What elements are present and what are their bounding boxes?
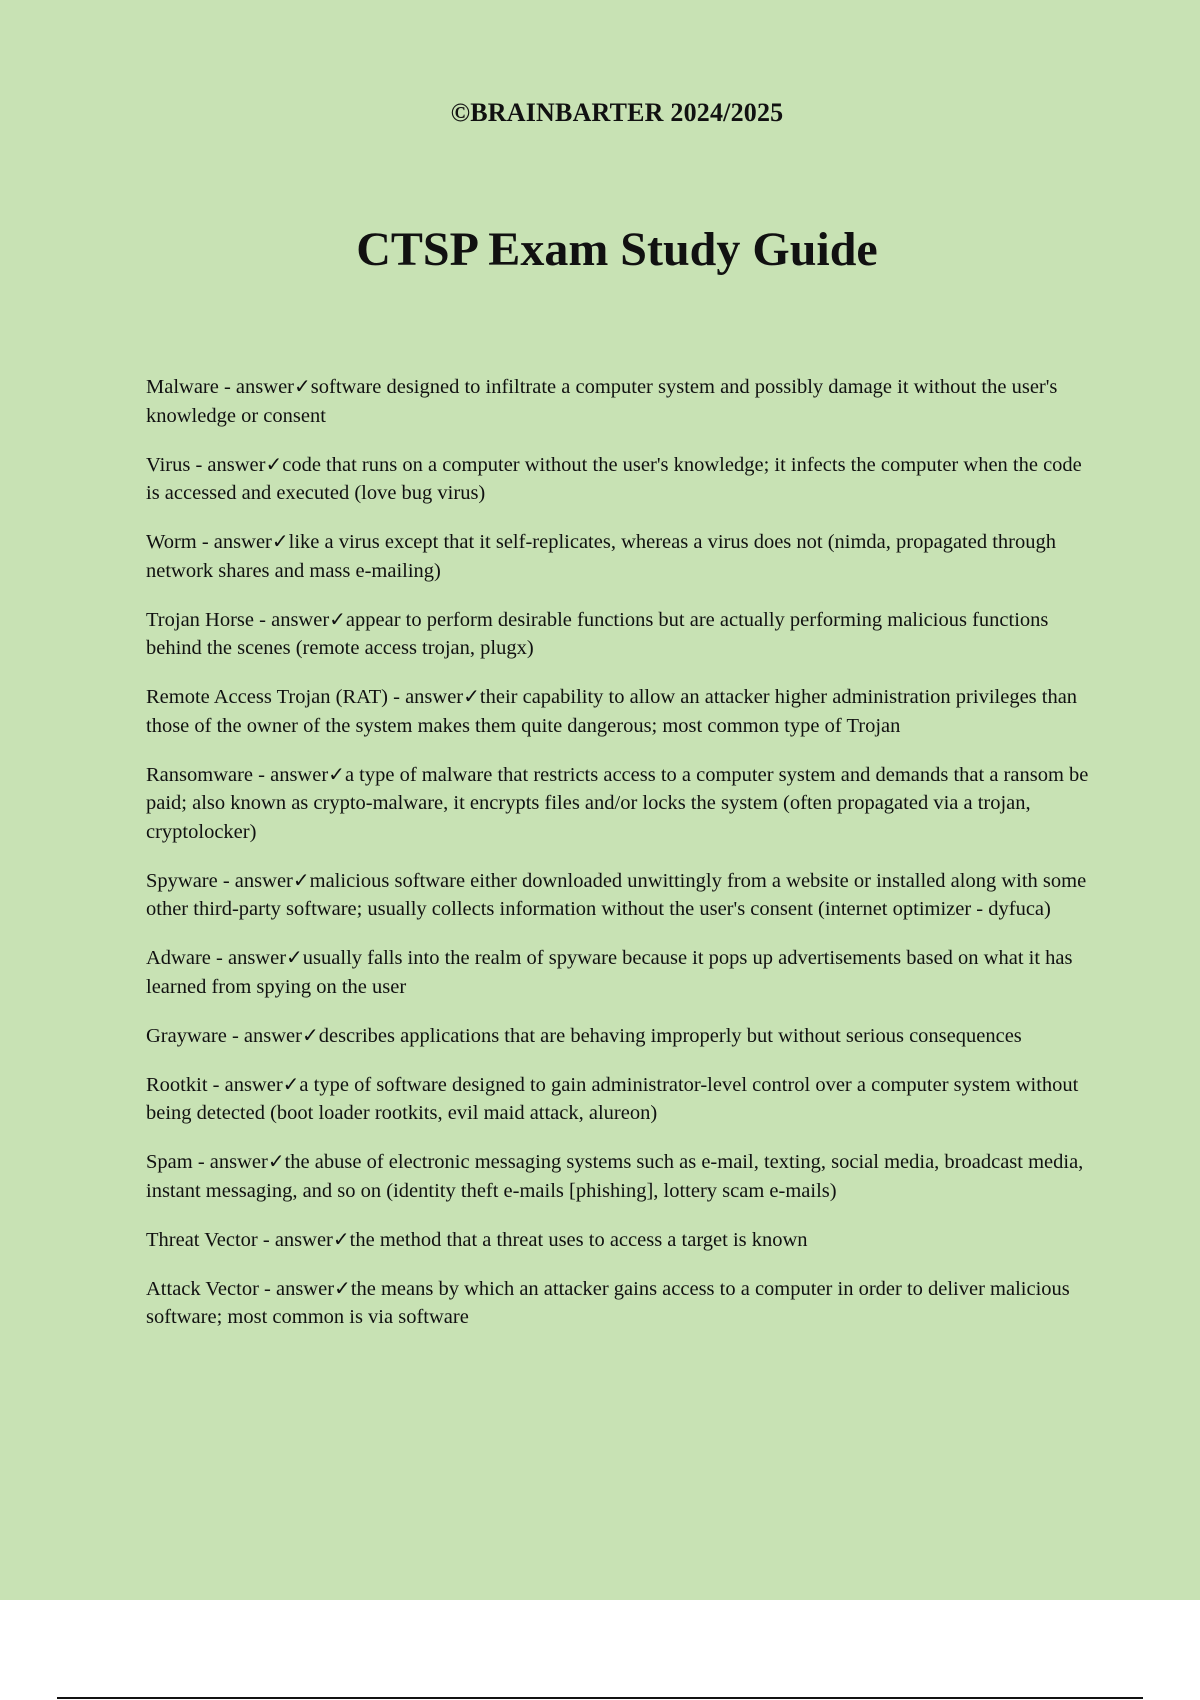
entry-definition: the method that a threat uses to access a target is known [349, 1228, 808, 1251]
glossary-entry [146, 605, 1092, 663]
footer-divider [57, 1697, 1143, 1699]
entry-definition: their capability to allow an attacker higher administration privileges than those of the owner of the system makes them quite dangerous; most common type of Trojan [146, 686, 1078, 737]
entry-term: Trojan Horse [146, 608, 255, 631]
entry-definition: describes applications that are behaving improperly but without serious consequences [318, 1024, 1022, 1047]
entry-term: Grayware [146, 1024, 227, 1047]
checkmark-icon: ✓ [332, 1226, 350, 1251]
checkmark-icon: ✓ [294, 374, 311, 398]
entry-term: Adware [146, 947, 211, 969]
entry-separator: - answer [218, 376, 294, 398]
entry-term: Spam [146, 1151, 193, 1173]
entry-separator: - answer [210, 947, 287, 969]
entry-definition: usually falls into the realm of spyware because it pops up advertisements based on what it has learned from spying on the user [146, 947, 1073, 998]
glossary-entry [146, 682, 1092, 740]
glossary-entry [146, 943, 1092, 1001]
copyright-notice: ©BRAINBARTER 2024/2025 [450, 98, 784, 127]
checkmark-icon: ✓ [282, 1071, 300, 1096]
checkmark-icon: ✓ [334, 1275, 351, 1300]
entry-term: Rootkit [146, 1073, 208, 1096]
entry-definition: code that runs on a computer without the user's knowledge; it infects the computer when the code is accessed and executed (love bug virus) [146, 453, 1082, 504]
checkmark-icon: ✓ [301, 1022, 319, 1047]
entry-separator: - answer [190, 453, 266, 476]
entry-definition: malicious software either downloaded unwittingly from a website or installed along with some other third-party software; usually collects information without the user's consent (internet optimizer - dyfuca) [146, 869, 1087, 920]
checkmark-icon: ✓ [286, 945, 303, 969]
entry-definition: software designed to infiltrate a computer system and possibly damage it without the user's knowledge or consent [146, 376, 1058, 427]
checkmark-icon: ✓ [329, 606, 346, 631]
entry-definition: the means by which an attacker gains access to a computer in order to deliver malicious software; most common is via software [146, 1277, 1070, 1328]
entry-definition: appear to perform desirable functions but are actually performing malicious functions behind the scenes (remote access trojan, plugx) [146, 608, 1049, 659]
checkmark-icon: ✓ [267, 1149, 285, 1173]
glossary-entry [146, 372, 1092, 430]
glossary-entry [146, 1021, 1092, 1051]
checkmark-icon: ✓ [271, 529, 289, 553]
entry-separator: - answer [388, 686, 464, 708]
entry-term: Virus [146, 453, 191, 476]
checkmark-icon: ✓ [328, 761, 345, 786]
glossary-entry [146, 760, 1092, 847]
entry-term: Remote Access Trojan (RAT) [146, 686, 388, 708]
entry-term: Threat Vector [146, 1228, 258, 1251]
entry-separator: - answer [217, 869, 293, 892]
entry-term: Attack Vector [146, 1277, 259, 1300]
glossary-list [146, 372, 1092, 1351]
entry-separator: - answer [257, 1228, 333, 1251]
glossary-entry [146, 1147, 1092, 1205]
glossary-entry [146, 527, 1092, 585]
glossary-entry [146, 1225, 1092, 1255]
entry-definition: a type of software designed to gain administrator-level control over a computer system without being detected (boot loader rootkits, evil maid attack, alureon) [146, 1073, 1079, 1124]
entry-separator: - answer [254, 608, 330, 631]
entry-separator: - answer [253, 763, 329, 786]
entry-separator: - answer [196, 531, 272, 553]
entry-term: Malware [146, 376, 219, 398]
glossary-entry [146, 1070, 1092, 1128]
glossary-entry [146, 450, 1092, 508]
glossary-entry [146, 866, 1092, 924]
entry-separator: - answer [258, 1277, 335, 1300]
document-title: CTSP Exam Study Guide [356, 223, 878, 276]
entry-definition: like a virus except that it self-replicates, whereas a virus does not (nimda, propagated through network shares and mass e-mailing) [146, 531, 1056, 582]
entry-definition: a type of malware that restricts access to a computer system and demands that a ransom be paid; also known as crypto-malware, it encrypts files and/or locks the system (often propagated via a trojan, cryptolocker) [146, 763, 1089, 843]
checkmark-icon: ✓ [265, 451, 283, 476]
entry-separator: - answer [192, 1151, 268, 1173]
glossary-entry [146, 1274, 1092, 1332]
entry-definition: the abuse of electronic messaging systems such as e-mail, texting, social media, broadcast media, instant messaging, and so on (identity theft e-mails [phishing], lottery scam e-mails) [146, 1151, 1084, 1202]
checkmark-icon: ✓ [463, 684, 480, 708]
entry-term: Spyware [146, 869, 218, 892]
entry-term: Worm [146, 531, 197, 553]
entry-term: Ransomware [146, 763, 254, 786]
checkmark-icon: ✓ [292, 867, 310, 892]
entry-separator: - answer [207, 1073, 283, 1096]
entry-separator: - answer [226, 1024, 302, 1047]
